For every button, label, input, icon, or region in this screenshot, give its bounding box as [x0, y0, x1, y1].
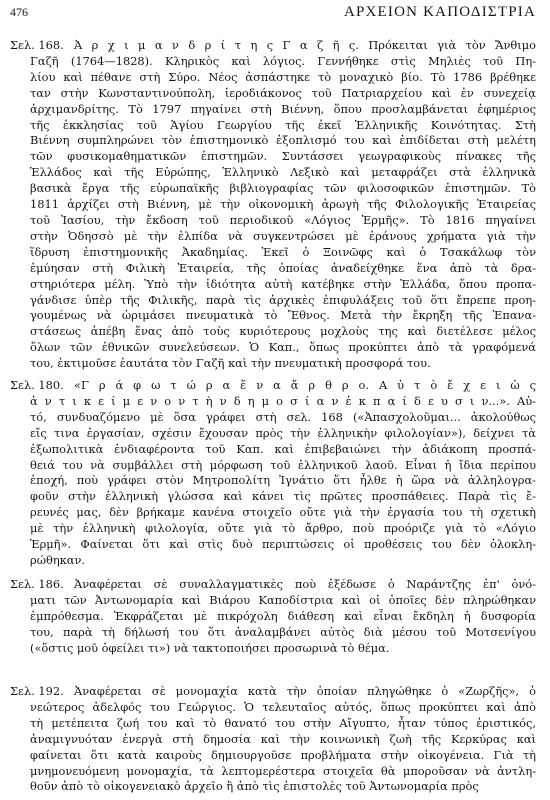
page-reference: Σελ. 192. [10, 684, 64, 698]
commentary-entry [10, 684, 536, 795]
text-line: βασικὰ ἔργα τῆς εὐρωπαϊκῆς βιβλιογραφίας τῶν φιλοσοφικῶν ἐπιστημῶν. Τὸ [30, 181, 536, 196]
text-line: ἀναμιγνυόταν ἐνεργὰ στὴ δημοσία καὶ τὴν κοινωνικὴ ζωὴ τῆς Κερκύρας καὶ [30, 731, 536, 746]
text-line: ρευνές μας, δὲν βρήκαμε κανένα στοιχεῖο οὔτε γιὰ τὴν ἐργασία του τὴ σχετικὴ [30, 505, 536, 520]
text-line: τοῦ Ἰασίου, τὴν ἔκδοση τοῦ περιοδικοῦ «Λόγιος Ἑρμῆς». Τὸ 1816 πηγαίνει [30, 212, 536, 227]
text-line: γουμένως νὰ ὡριμάσει πνευματικὰ τὸ Ἔθνος. Μετὰ τὴν ἔκρηξη τῆς Ἐπανα- [30, 308, 536, 323]
text-line: («ὅστις μοῦ ὀφείλει τι») νὰ τακτοποιήσει προσωρινὰ τὸ θέμα. [30, 640, 390, 655]
commentary-entry [10, 577, 536, 657]
text-line: μνημονευόμενη μονομαχία, τὰ λεπτομερέστερα στοιχεῖα θὰ μποροῦσαν νὰ ἀντλη- [30, 763, 536, 778]
text-line: του, ἐκτιμοῦσε ἐαυτάτα τὸν Γαζῆ καὶ τὴν πνευματικὴ προσφορά του. [30, 356, 431, 371]
text-line: λίου καὶ πέθανε στὴ Σύρο. Νέος ἀσπάστηκε τὸ μοναχικὸ βίο. Τὸ 1786 βρέθηκε [30, 69, 536, 84]
text-line: ἐποχή, ποὺ γράφει στὸν Μητροπολίτη Ἰγνάτιο ὅτι ἦλθε ἡ ὥρα νὰ ἀλληλογρα- [30, 473, 536, 488]
text-line: στὴν Ὀδησσὸ μὲ τὴν ἐλπίδα νὰ συγκεντρώσει μὲ ἐράνους χρήματα γιὰ τὴν [30, 228, 536, 243]
commentary-entry [10, 38, 536, 372]
text-line: στηριότερα μέλη. Ὑπὸ τὴν ἰδιότητα αὐτὴ κατέβηκε στὴν Ἑλλάδα, ὅπου προπα- [30, 276, 536, 291]
text-line: εἴς τινα ἐργασίαν, σχέσιν ἔχουσαν πρὸς τὴν ἑλληνικὴν φιλολογίαν»), δείχνει τὰ [30, 425, 536, 440]
text-line: ἵδρυση ἐπιστημονικῆς Ἀκαδημίας. Ἐκεῖ ὁ Ξοινῶφς καὶ ὁ Τσακάλωφ τὸν [30, 244, 536, 259]
text-line: φαίνεται ὅτι κατὰ καιροὺς δημιουργοῦσε προβλήματα στὴν οἰκογένεια. Γιὰ τὴ [30, 747, 536, 762]
text-line: Ἀ ρ χ ι μ α ν δ ρ ί τ η ς Γ α ζ ῆ ς. Πρόκειται γιὰ τὸν Ἄνθιμο [74, 38, 536, 52]
text-line: ματι τῶν Ἀντωνομαρία καὶ Βιάρου Καποδίστρια καὶ οἱ ὁποῖες δὲν πληρώθηκαν [30, 592, 536, 607]
text-line: γάνδισε ὑπὲρ τῆς Φιλικῆς, παρὰ τὶς ἀρχικὲς ἐπιφυλάξεις τοῦ ὅτι ἔπρεπε προη- [30, 292, 536, 307]
text-line: ἐξωπολιτικὰ ἐνδιαφέροντα τοῦ Καπ. καὶ ἐπιβεβαιώνει τὴν ἀδιάκοπη προσπά- [30, 441, 536, 456]
running-title: ΑΡΧΕΙΟΝ ΚΑΠΟΔΙΣΤΡΙΑ [343, 4, 536, 20]
text-line: «Γ ρ ά φ ω τ ώ ρ α ἕ ν α ἄ ρ θ ρ ο. Α ὐ τ ὸ ἔ χ ε ι ὡ ς [74, 378, 536, 392]
page-reference: Σελ. 180. [10, 378, 64, 392]
text-line: ἀρχιμανδρίτης. Τὸ 1797 πηγαίνει στὴ Βιέννη, ὅπου προσλαμβάνεται ἐφημέριος [30, 101, 536, 116]
commentary-entry [10, 378, 536, 569]
text-line: Ἑρμῆ». Φαίνεται ὅτι καὶ στὶς δυὸ περιπτώσεις οἱ προθέσεις του δὲν ὁλοκλη- [30, 537, 536, 552]
text-line: νεώτερος ἀδελφός του Γεώργιος. Ὁ τελευταῖος αὐτός, ὅπως προκύπτει καὶ ἀπὸ [30, 699, 536, 714]
text-line: ἐμπρόθεσμα. Ἐκφράζεται μὲ πικρόχολη διάθεση καὶ εἶναι ἔκδηλη ἡ δυσφορία [30, 608, 536, 623]
text-line: φοῦν στὴν ἑλληνικὴ γλώσσα καὶ κάνει τὶς πρῶτες προσπάθειες. Παρὰ τὶς ἔ- [30, 489, 536, 504]
page-reference: Σελ. 186. [10, 577, 64, 591]
text-line: στάσεως ἀπέβη ἕνας ἀπὸ τοὺς κυριότερους μοχλοὺς της καὶ διετέλεσε μέλος [30, 324, 536, 339]
text-line: ἀ ν τ ι κ ε ί μ ε ν ο ν τ ὴ ν δ η μ ο σ ί α ν ἐ κ π α ί δ ε υ σ ι ν...». Αὐ- [30, 393, 536, 408]
text-line: τῶν φυσικομαθηματικῶν ἐπιστημῶν. Συντάσσει γεωγραφικοὺς πίνακες τῆς [30, 149, 536, 164]
text-line: 1811 ἀρχίζει στὴ Βιέννη, μὲ τὴν οἰκονομικὴ ἀρωγὴ τῆς Φιλολογικῆς Ἑταιρείας [30, 197, 536, 212]
text-line: του, παρὰ τὴ δήλωσή του ὅτι ἀναλαμβάνει αὐτὸς διὰ μέσου τοῦ Μοτσενίγου [30, 624, 536, 639]
text-line: Βιέννη συμπληρώνει τὸν ἐπιστημονικὸ ἐξοπλισμό του καὶ ἐπιδίδεται στὴ μελέτη [30, 133, 536, 148]
text-line: Ἀναφέρεται σὲ μονομαχία κατὰ τὴν ὁποίαν πληγώθηκε ὁ «Ζωρζῆς», ὁ [74, 684, 536, 698]
text-line: ὅλων τῶν ἐθνικῶν συνελεύσεων. Ὁ Καπ., ὅπως προκύπτει ἀπὸ τὰ γραφόμενά [30, 340, 536, 355]
page-reference: Σελ. 168. [10, 38, 64, 52]
text-line: Γαζῆ (1764—1828). Κληρικὸς καὶ λόγιος. Γεννήθηκε στὶς Μηλιὲς τοῦ Πη- [30, 53, 536, 68]
text-line: Ἀναφέρεται σὲ συναλλαγματικὲς ποὺ ἐξέδωσε ὁ Ναράντζης ἐπ' ὀνό- [74, 577, 536, 591]
text-line: τό, συνδυαζόμενο μὲ ὅσα γράφει στὴ σελ. 168 («Ἀπασχολοῦμαι... ἀκολούθως [30, 409, 536, 424]
text-line: Ἑλλάδος καὶ τῆς Εὐρώπης, Ἑλληνικὸ Λεξικὸ καὶ μεταφράζει στὰ ἑλληνικὰ [30, 165, 536, 180]
page-header [10, 4, 536, 26]
page-number: 476 [10, 5, 28, 19]
text-line: ρώθηκαν. [30, 552, 86, 567]
text-line: τῆς ἐκκλησίας τοῦ Ἁγίου Γεωργίου τῆς ἐκεῖ Ἑλληνικῆς Κοινότητας. Στὴ [30, 117, 536, 132]
text-line: θοῦν ἀπὸ τὸ οἰκογενειακὸ ἀρχεῖο ἢ ἀπὸ τὶς ἐπιστολὲς τοῦ Ἀντωνομαρία πρὸς [30, 779, 479, 794]
text-line: τὴ μετέπειτα ζωή του καὶ τὸ θανατό του στὴν Αἴγυπτο, ἦταν τύπος ἐριστικός, [30, 715, 536, 730]
text-line: μὲ τὴν ἑλληνικὴ φιλολογία, οὔτε γιὰ τὸ ἄρθρο, ποὺ προόριζε γιὰ τὸ «Λόγιο [30, 521, 536, 536]
text-line: ἐμύησαν στὴ Φιλικὴ Ἑταιρεία, τῆς ὁποίας ἀναδείχθηκε ἕνα ἀπὸ τὰ δρα- [30, 260, 536, 275]
text-line: θειά του νὰ συμβάλλει στὴ μόρφωση τοῦ ἑλληνικοῦ λαοῦ. Εἶναι ἡ ἴδια περίπου [30, 457, 536, 472]
text-line: ταν στὴν Κωνσταντινούπολη, ἱεροδιάκονος τοῦ Πατριαρχείου καὶ ἐν συνεχείᾳ [30, 85, 536, 100]
